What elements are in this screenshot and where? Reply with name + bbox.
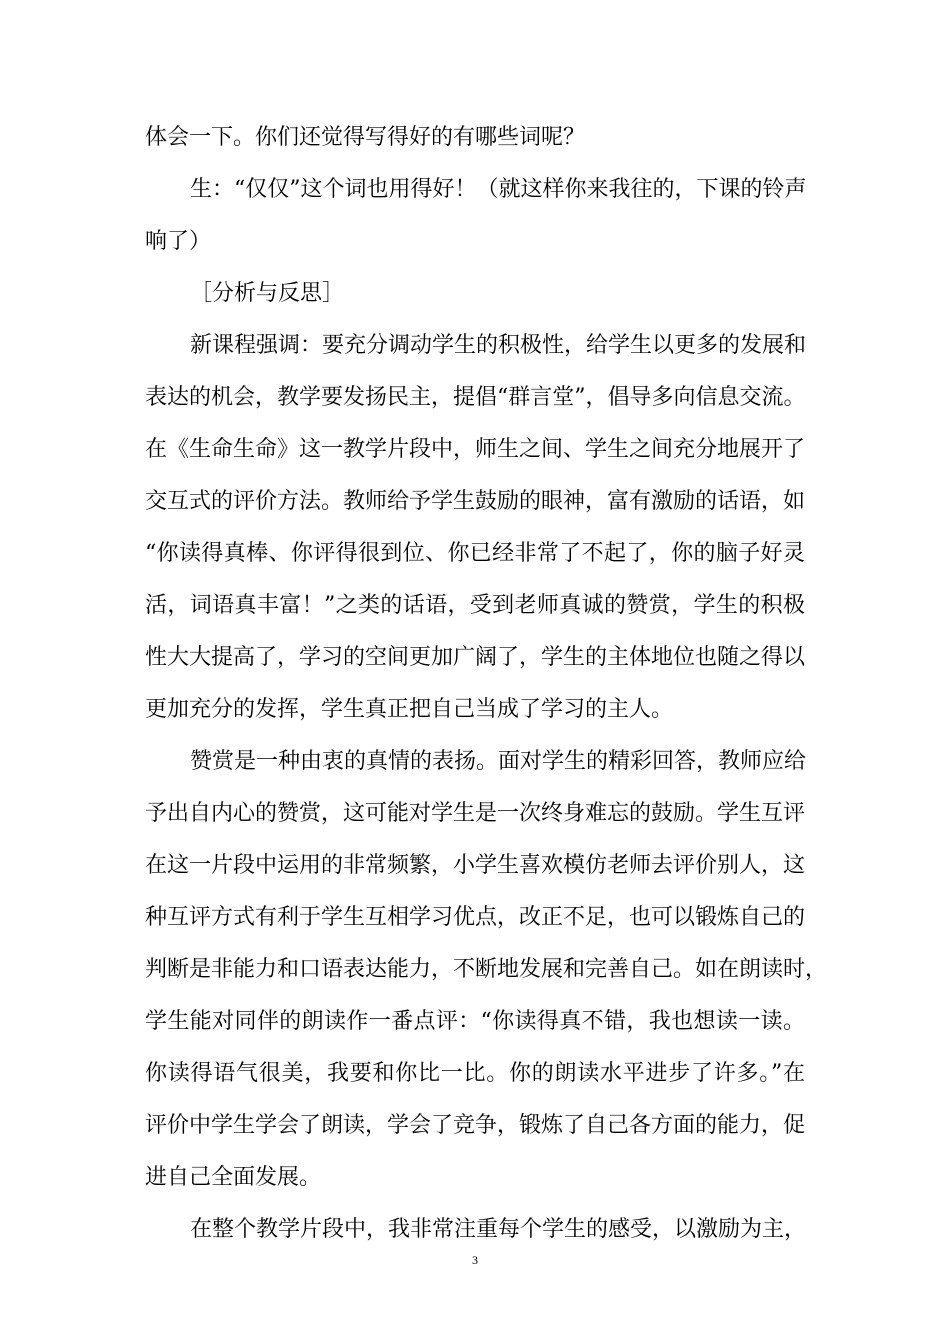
page-number: 3 [472, 1253, 478, 1267]
text-line: 更加充分的发挥，学生真正把自己当成了学习的主人。 [145, 697, 674, 722]
text-line: 活，词语真丰富！”之类的话语，受到老师真诚的赞赏，学生的积极 [145, 593, 805, 618]
text-line: 进自己全面发展。 [145, 1165, 322, 1190]
text-line: 学生能对同伴的朗读作一番点评：“你读得真不错，我也想读一读。 [145, 1009, 805, 1034]
text-line: 性大大提高了，学习的空间更加广阔了，学生的主体地位也随之得以 [145, 645, 806, 670]
text-line: 在这一片段中运用的非常频繁，小学生喜欢模仿老师去评价别人，这 [145, 853, 806, 878]
text-line: 新课程强调：要充分调动学生的积极性，给学生以更多的发展和 [190, 333, 807, 358]
text-line: 生：“仅仅”这个词也用得好！（就这样你来我往的，下课的铃声 [190, 177, 807, 202]
text-line: 判断是非能力和口语表达能力，不断地发展和完善自己。如在朗读时， [145, 957, 828, 982]
text-line: 你读得语气很美，我要和你比一比。你的朗读水平进步了许多。”在 [145, 1061, 805, 1086]
text-line: 在整个教学片段中，我非常注重每个学生的感受，以激励为主， [190, 1217, 807, 1242]
text-line: 予出自内心的赞赏，这可能对学生是一次终身难忘的鼓励。学生互评 [145, 801, 806, 826]
text-line: “你读得真棒、你评得很到位、你已经非常了不起了，你的脑子好灵 [145, 541, 805, 566]
text-line: 体会一下。你们还觉得写得好的有哪些词呢？ [145, 125, 586, 150]
section-heading: ［分析与反思］ [190, 281, 345, 306]
text-line: 赞赏是一种由衷的真情的表扬。面对学生的精彩回答，教师应给 [190, 749, 807, 774]
text-line: 评价中学生学会了朗读，学会了竞争，锻炼了自己各方面的能力，促 [145, 1113, 806, 1138]
text-line: 在《生命生命》这一教学片段中，师生之间、学生之间充分地展开了 [145, 437, 806, 462]
text-line: 表达的机会，教学要发扬民主，提倡“群言堂”，倡导多向信息交流。 [145, 385, 806, 410]
text-line: 交互式的评价方法。教师给予学生鼓励的眼神，富有激励的话语，如 [145, 489, 806, 514]
text-line: 种互评方式有利于学生互相学习优点，改正不足，也可以锻炼自己的 [145, 905, 806, 930]
text-line: 响了） [145, 229, 212, 254]
